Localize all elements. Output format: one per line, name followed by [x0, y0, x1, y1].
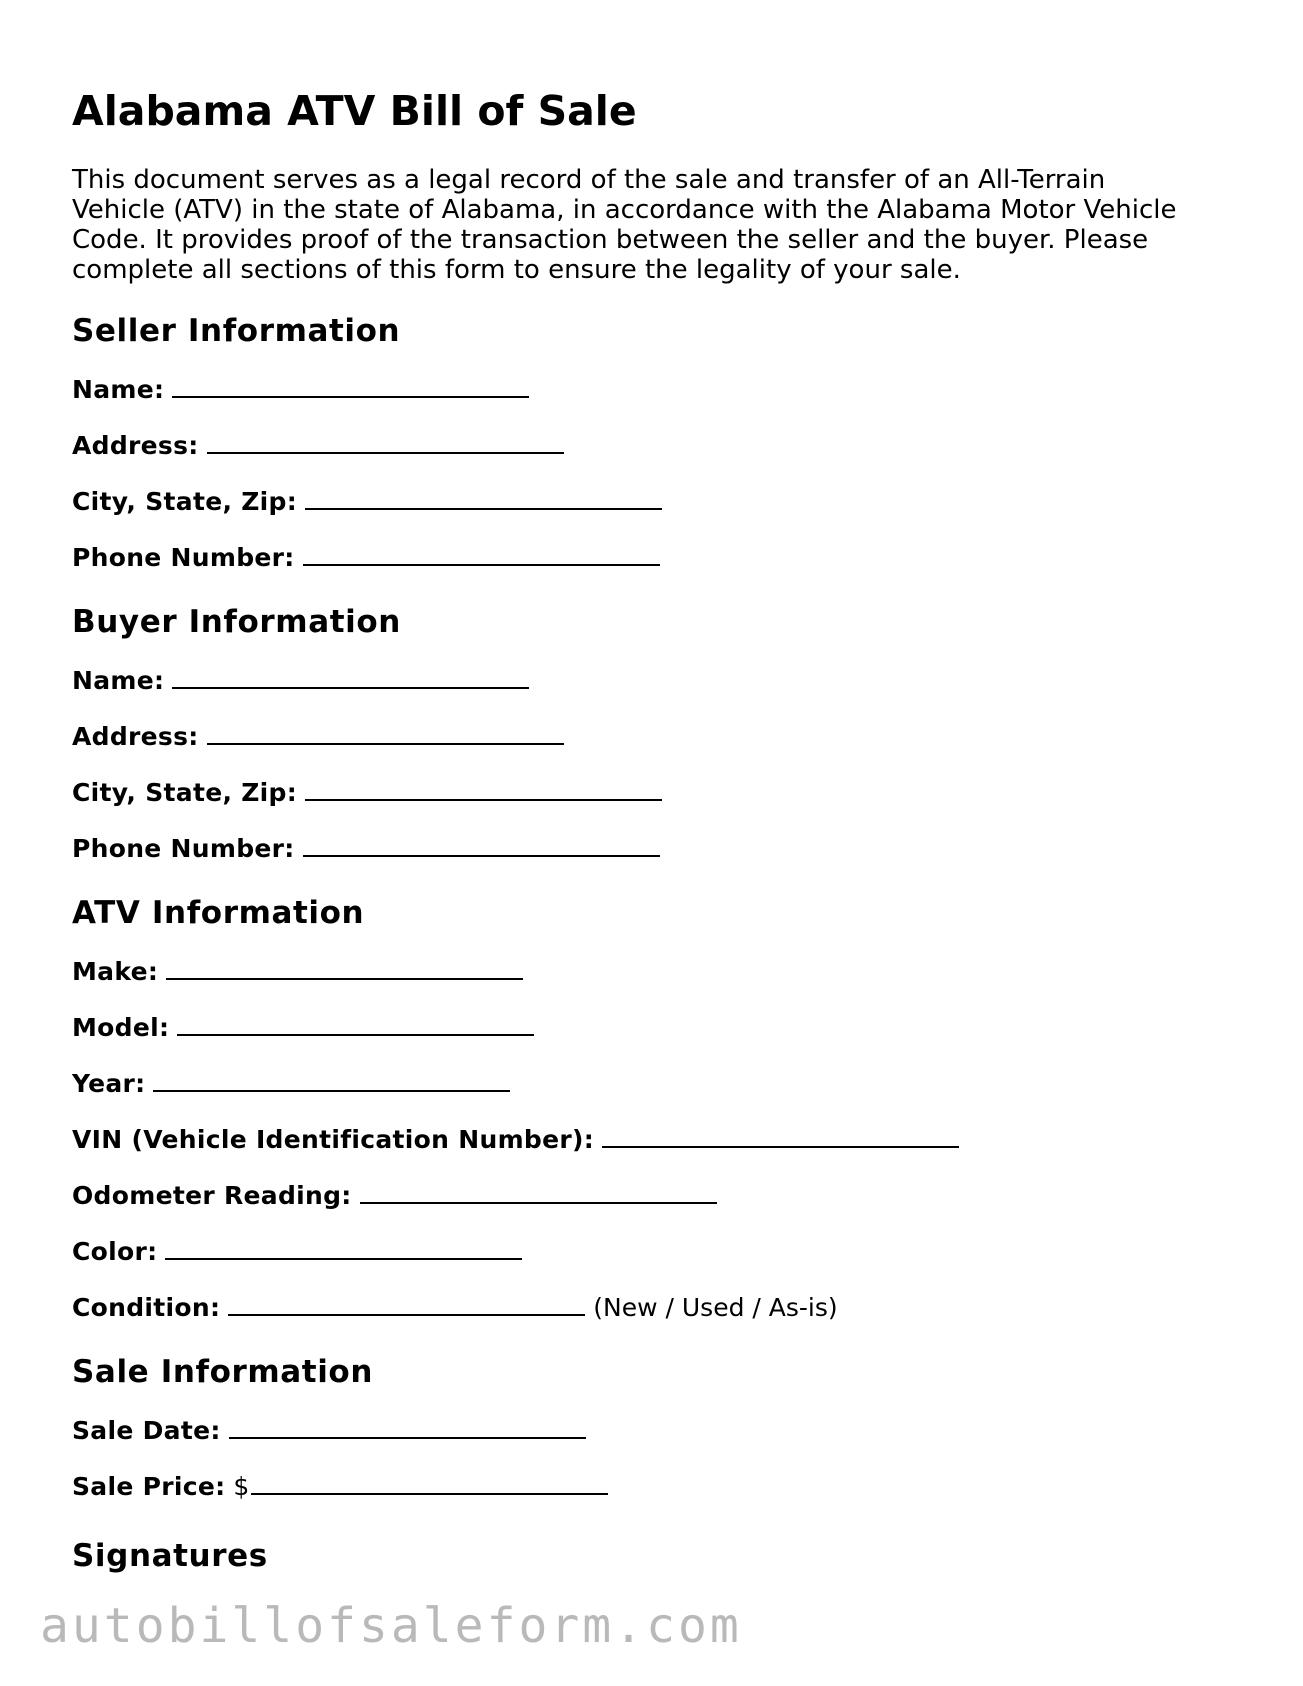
sale-price-label: Sale Price: — [72, 1472, 226, 1501]
seller-address-label: Address: — [72, 431, 199, 460]
seller-name-field — [72, 370, 529, 406]
atv-model-input[interactable] — [177, 1008, 534, 1036]
sale-price-field — [72, 1467, 608, 1503]
atv-odometer-label: Odometer Reading: — [72, 1181, 352, 1210]
buyer-address-label: Address: — [72, 722, 199, 751]
buyer-address-input[interactable] — [207, 717, 564, 745]
buyer-city-label: City, State, Zip: — [72, 778, 298, 807]
atv-vin-field — [72, 1120, 959, 1156]
sale-price-input[interactable] — [251, 1467, 608, 1495]
atv-vin-input[interactable] — [602, 1120, 959, 1148]
buyer-address-field — [72, 717, 564, 753]
atv-year-input[interactable] — [153, 1064, 510, 1092]
seller-phone-label: Phone Number: — [72, 543, 295, 572]
buyer-name-label: Name: — [72, 666, 165, 695]
seller-city-field — [72, 482, 662, 518]
atv-condition-field — [72, 1288, 838, 1324]
seller-city-input[interactable] — [305, 482, 662, 510]
watermark: autobillofsaleform.com — [40, 1598, 742, 1654]
atv-model-label: Model: — [72, 1013, 170, 1042]
document-title: Alabama ATV Bill of Sale — [72, 87, 637, 135]
buyer-city-field — [72, 773, 662, 809]
seller-address-input[interactable] — [207, 426, 564, 454]
atv-model-field — [72, 1008, 534, 1044]
seller-phone-field — [72, 538, 660, 574]
seller-city-label: City, State, Zip: — [72, 487, 298, 516]
atv-color-field — [72, 1232, 522, 1268]
buyer-name-input[interactable] — [172, 661, 529, 689]
atv-year-field — [72, 1064, 510, 1100]
buyer-section-heading: Buyer Information — [72, 604, 401, 640]
atv-color-input[interactable] — [165, 1232, 522, 1260]
intro-paragraph: This document serves as a legal record of the sale and transfer of an All-Terrain Vehicle (ATV) in the state of Alabama, in accordance with the Alabama Motor Vehicle Code. It provides proof of the transaction between the seller and the buyer. Please complete all sections of this form to ensure the legality of your sale. — [72, 165, 1177, 285]
atv-color-label: Color: — [72, 1237, 158, 1266]
atv-condition-input[interactable] — [228, 1288, 585, 1316]
buyer-name-field — [72, 661, 529, 697]
seller-phone-input[interactable] — [303, 538, 660, 566]
signatures-section-heading: Signatures — [72, 1538, 268, 1574]
currency-symbol: $ — [233, 1472, 250, 1501]
sale-date-field — [72, 1411, 586, 1447]
atv-year-label: Year: — [72, 1069, 146, 1098]
sale-date-label: Sale Date: — [72, 1416, 221, 1445]
seller-name-input[interactable] — [172, 370, 529, 398]
seller-address-field — [72, 426, 564, 462]
atv-odometer-field — [72, 1176, 717, 1212]
atv-odometer-input[interactable] — [360, 1176, 717, 1204]
atv-vin-label: VIN (Vehicle Identification Number): — [72, 1125, 595, 1154]
atv-section-heading: ATV Information — [72, 895, 365, 931]
atv-make-field — [72, 952, 523, 988]
atv-condition-options: (New / Used / As-is) — [593, 1293, 838, 1322]
seller-section-heading: Seller Information — [72, 313, 401, 349]
atv-condition-label: Condition: — [72, 1293, 221, 1322]
atv-make-label: Make: — [72, 957, 159, 986]
buyer-city-input[interactable] — [305, 773, 662, 801]
sale-date-input[interactable] — [229, 1411, 586, 1439]
buyer-phone-input[interactable] — [303, 829, 660, 857]
seller-name-label: Name: — [72, 375, 165, 404]
buyer-phone-label: Phone Number: — [72, 834, 295, 863]
sale-section-heading: Sale Information — [72, 1354, 373, 1390]
buyer-phone-field — [72, 829, 660, 865]
atv-make-input[interactable] — [166, 952, 523, 980]
